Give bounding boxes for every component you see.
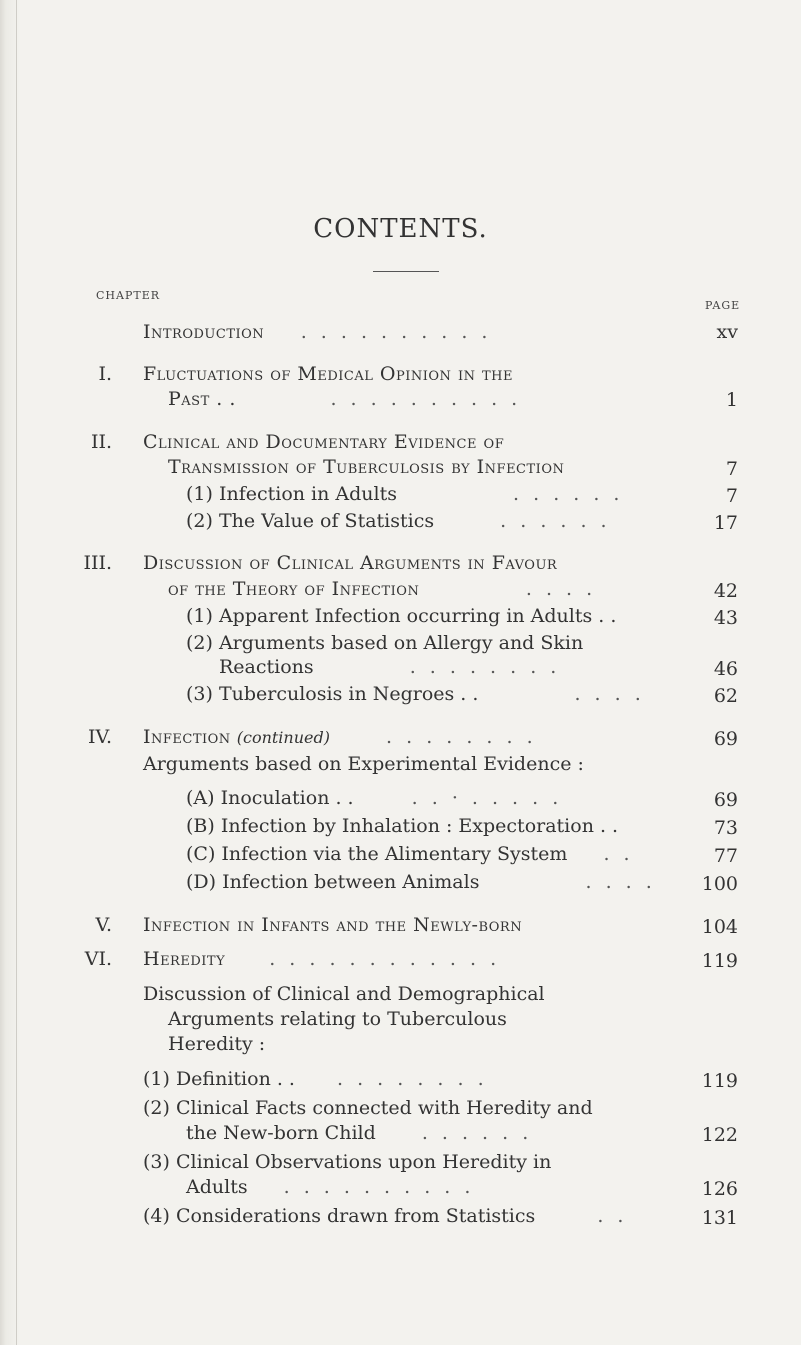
toc-subentry [143, 1097, 593, 1119]
page-number: 1 [725, 389, 738, 411]
page-number: 77 [713, 845, 738, 867]
page-number: 69 [713, 789, 738, 811]
entry-title-cont: Past . . [168, 388, 236, 410]
chapter-number: V. [95, 914, 112, 936]
chapter-number: II. [90, 431, 112, 453]
toc-entry-chapter-3-cont [168, 578, 596, 600]
leader-dots: . . · . . . . . [411, 787, 563, 809]
leader-dots: . . . . [574, 683, 645, 705]
toc-subentry [143, 1151, 551, 1173]
toc-subentry [143, 1068, 488, 1090]
book-spine-shadow [0, 0, 20, 1345]
entry-title-line [143, 363, 663, 385]
toc-subentry-cont [219, 656, 560, 678]
page-number: 42 [713, 580, 738, 602]
toc-entry-chapter-4 [143, 726, 537, 748]
page-number: 100 [701, 873, 738, 895]
toc-entry-intro [143, 983, 545, 1005]
toc-entry-introduction [143, 321, 491, 343]
entry-title: Clinical and Documentary Evidence of [143, 431, 505, 453]
toc-subentry-cont [186, 1122, 532, 1144]
toc-entry-chapter-1-cont [168, 388, 521, 410]
spine-edge [16, 0, 17, 1345]
subentry-title: (3) Tuberculosis in Negroes . . [186, 683, 479, 705]
toc-subentry [186, 843, 634, 865]
subentry-title: (B) Infection by Inhalation : Expectoration . . [186, 815, 619, 837]
leader-dots: . . . . . . . . . . [330, 388, 522, 410]
section-intro: Arguments relating to Tuberculous [168, 1008, 507, 1030]
page-number: 17 [713, 512, 738, 534]
page-number: 69 [713, 728, 738, 750]
toc-subentry [186, 815, 618, 837]
toc-subentry [143, 1205, 627, 1227]
leader-dots: . . . . . . . . . . . . [269, 948, 501, 970]
chapter-number: III. [83, 552, 112, 574]
leader-dots: . . . . . . [421, 1122, 533, 1144]
page-number: 119 [701, 1070, 738, 1092]
entry-title: Fluctuations of Medical Opinion in the [143, 363, 514, 385]
subentry-title: (3) Clinical Observations upon Heredity in [143, 1151, 552, 1173]
toc-entry-chapter-1 [143, 363, 663, 385]
subentry-title: (2) Clinical Facts connected with Heredity and [143, 1097, 593, 1119]
section-intro: Arguments based on Experimental Evidence : [143, 753, 584, 775]
entry-title-cont: Transmission of Tuberculosis by Infection [168, 456, 565, 478]
entry-title: Infection in Infants and the Newly-born [143, 914, 523, 936]
page-number: 131 [701, 1207, 738, 1229]
leader-dots: . . . . . . . . [337, 1068, 488, 1090]
entry-title: Introduction [143, 321, 265, 343]
entry-title-italic: (continued) [236, 728, 330, 747]
entry-title: Heredity [143, 948, 226, 970]
leader-dots: . . . . [585, 871, 656, 893]
page-column-label: PAGE [705, 299, 741, 312]
entry-title: Discussion of Clinical Arguments in Favour [143, 552, 558, 574]
subentry-title: (1) Apparent Infection occurring in Adults . . [186, 605, 617, 627]
leader-dots: . . [603, 843, 634, 865]
subentry-title: (2) The Value of Statistics [186, 510, 435, 532]
leader-dots: . . . . . . . . [386, 726, 537, 748]
leader-dots: . . . . [525, 578, 597, 600]
toc-subentry-cont [186, 1176, 474, 1198]
subentry-title: (1) Definition . . [143, 1068, 295, 1090]
entry-title-cont: of the Theory of Infection [168, 578, 420, 600]
leader-dots: . . [597, 1205, 628, 1227]
subentry-title: (2) Arguments based on Allergy and Skin [186, 632, 584, 654]
chapter-number: I. [98, 363, 112, 385]
subentry-title-cont: Reactions [219, 656, 314, 678]
toc-entry-chapter-5 [143, 914, 522, 936]
leader-dots: . . . . . . [513, 483, 624, 505]
toc-entry-chapter-3 [143, 552, 557, 574]
page-number: 43 [713, 607, 738, 629]
page-number: 46 [713, 658, 738, 680]
toc-subentry [186, 632, 583, 654]
toc-entry-intro [168, 1033, 265, 1055]
section-intro: Discussion of Clinical and Demographical [143, 983, 545, 1005]
toc-subentry [186, 483, 623, 505]
page-number: 126 [701, 1178, 738, 1200]
page-title: CONTENTS. [313, 214, 488, 244]
toc-subentry [186, 787, 562, 809]
toc-subentry [186, 683, 645, 705]
chapter-number: IV. [88, 726, 112, 748]
toc-subentry [186, 871, 656, 893]
subentry-title-cont: Adults [186, 1176, 248, 1198]
chapter-column-label: CHAPTER [96, 289, 161, 302]
page-number: 119 [701, 950, 738, 972]
subentry-title: (A) Inoculation . . [186, 787, 354, 809]
page-number: 122 [701, 1124, 738, 1146]
toc-entry-intro [168, 1008, 507, 1030]
chapter-number: VI. [84, 948, 112, 970]
page-number: 62 [713, 685, 738, 707]
section-intro: Heredity : [168, 1033, 266, 1055]
toc-entry-chapter-2 [143, 431, 504, 453]
page-number: 7 [725, 458, 738, 480]
toc-entry-intro [143, 753, 584, 775]
toc-subentry [186, 605, 616, 627]
page-number: 104 [701, 916, 738, 938]
toc-subentry [186, 510, 611, 532]
page-number: xv [716, 321, 738, 343]
subentry-title: (D) Infection between Animals [186, 871, 480, 893]
title-rule [373, 271, 439, 272]
leader-dots: . . . . . . . . . . [283, 1176, 475, 1198]
entry-title: Infection [143, 726, 231, 748]
subentry-title-cont: the New-born Child [186, 1122, 376, 1144]
leader-dots: . . . . . . [500, 510, 611, 532]
subentry-title: (1) Infection in Adults [186, 483, 397, 505]
page-number: 7 [725, 485, 738, 507]
leader-dots: . . . . . . . . . . [300, 321, 492, 343]
subentry-title: (4) Considerations drawn from Statistics [143, 1205, 536, 1227]
leader-dots: . . . . . . . . [409, 656, 561, 678]
page-number: 73 [713, 817, 738, 839]
toc-entry-chapter-6 [143, 948, 500, 970]
subentry-title: (C) Infection via the Alimentary System [186, 843, 568, 865]
toc-entry-chapter-2-cont [168, 456, 564, 478]
